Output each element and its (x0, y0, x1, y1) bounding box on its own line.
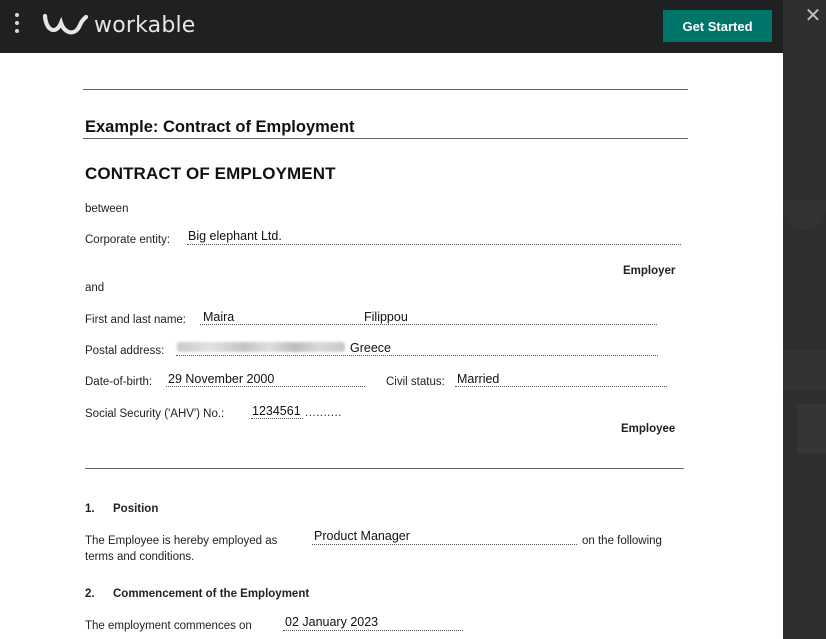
address-country-value: Greece (350, 341, 391, 355)
top-bar (0, 0, 783, 53)
document-page (0, 53, 783, 639)
get-started-button[interactable]: Get Started (663, 10, 772, 42)
postal-address-label: Postal address: (85, 345, 165, 357)
divider (83, 138, 688, 139)
section-2-text: The employment commences on (85, 620, 252, 632)
last-name-value: Filippou (364, 310, 408, 324)
section-1-text: The Employee is hereby employed as (85, 535, 278, 547)
background-shape (783, 350, 826, 390)
section-2-title: Commencement of the Employment (113, 588, 310, 600)
section-1-title: Position (113, 503, 159, 515)
name-label: First and last name: (85, 314, 186, 326)
fill-line (187, 244, 681, 245)
close-icon[interactable]: ✕ (804, 4, 822, 27)
ssn-dots: .......... (305, 407, 342, 419)
fill-line (166, 386, 365, 387)
section-1-number: 1. (85, 503, 95, 515)
brand-name: workable (94, 12, 196, 38)
and-text: and (85, 282, 105, 294)
fill-line (176, 355, 658, 356)
section-2-number: 2. (85, 588, 95, 600)
civil-status-label: Civil status: (386, 376, 445, 388)
between-text: between (85, 203, 129, 215)
contract-title: CONTRACT OF EMPLOYMENT (85, 164, 336, 183)
fill-line (251, 418, 303, 419)
workable-logo[interactable] (42, 11, 196, 39)
corporate-entity-label: Corporate entity: (85, 234, 171, 246)
section-1-text-line2: terms and conditions. (85, 551, 195, 563)
ssn-value: 1234561 (252, 404, 301, 418)
ssn-label: Social Security ('AHV') No.: (85, 408, 225, 420)
divider (83, 89, 688, 90)
divider (85, 468, 684, 469)
corporate-entity-value: Big elephant Ltd. (188, 229, 282, 243)
background-overlay (783, 0, 826, 639)
section-1-text-after: on the following (582, 535, 662, 547)
commencement-date-value: 02 January 2023 (285, 615, 379, 629)
role-value: Product Manager (314, 529, 410, 543)
dob-label: Date-of-birth: (85, 376, 153, 388)
redacted-address (177, 342, 345, 352)
example-title: Example: Contract of Employment (85, 118, 355, 136)
more-options-icon[interactable] (10, 13, 24, 37)
dob-value: 29 November 2000 (168, 372, 275, 386)
employer-label: Employer (623, 265, 676, 277)
fill-line (283, 630, 463, 631)
civil-status-value: Married (457, 372, 500, 386)
workable-logo-icon (42, 11, 88, 39)
fill-line (312, 544, 577, 545)
fill-line (455, 386, 667, 387)
first-name-value: Maira (203, 310, 235, 324)
employee-label: Employee (621, 423, 676, 435)
fill-line (200, 324, 657, 325)
background-shape (797, 404, 826, 454)
